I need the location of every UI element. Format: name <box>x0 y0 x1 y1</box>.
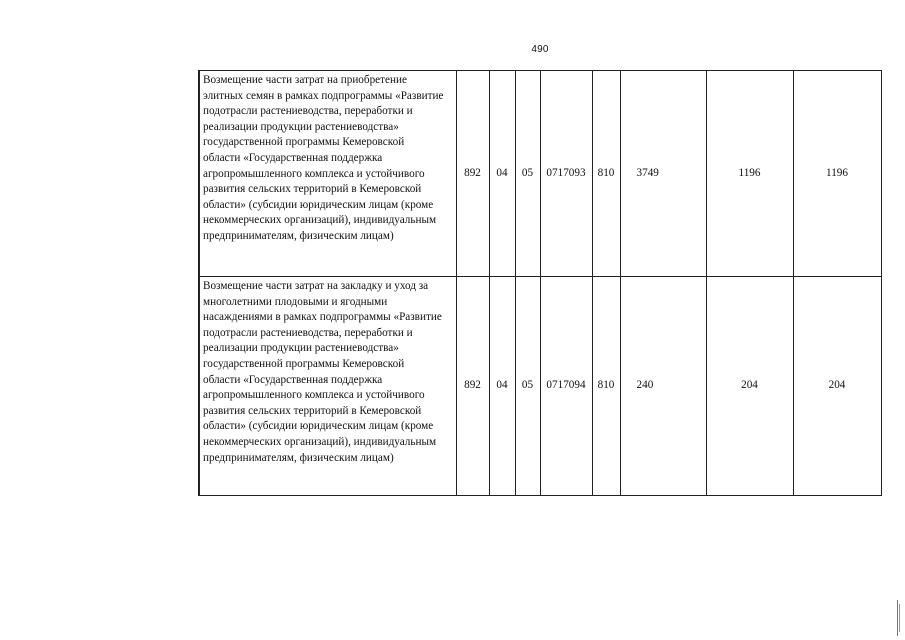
description-line: области» (субсидии юридическим лицам (кроме <box>203 420 434 433</box>
amount-3-cell: 204 <box>793 277 881 496</box>
page-number: 490 <box>531 44 549 55</box>
amount-2-cell: 1196 <box>706 71 793 277</box>
target-article-cell: 0717093 <box>540 71 592 277</box>
description-line: Возмещение части затрат на приобретение <box>203 74 407 86</box>
budget-table <box>198 70 882 496</box>
table-row <box>199 277 881 496</box>
description-line: области «Государственная поддержка <box>203 373 383 386</box>
description-line: области» (субсидии юридическим лицам (кроме <box>203 198 434 211</box>
amount-3-cell: 1196 <box>793 71 881 277</box>
description-line: реализации продукции растениеводства» <box>203 342 399 355</box>
description-line: развития сельских территорий в Кемеровской <box>203 183 422 196</box>
ministry-code-cell: 892 <box>456 277 489 496</box>
description-line: области «Государственная поддержка <box>203 151 383 164</box>
target-article-cell: 0717094 <box>540 277 592 496</box>
section-cell: 04 <box>489 71 515 277</box>
description-line: государственной программы Кемеровской <box>203 136 405 149</box>
subsection-cell: 05 <box>515 277 540 496</box>
expense-description-cell <box>199 71 456 277</box>
ministry-code-cell: 892 <box>456 71 489 277</box>
section-cell: 04 <box>489 277 515 496</box>
subsection-cell: 05 <box>515 71 540 277</box>
table-row <box>199 71 881 277</box>
scan-edge-mark <box>897 600 898 636</box>
description-line: предпринимателям, физическим лицам) <box>203 229 394 242</box>
description-line: государственной программы Кемеровской <box>203 357 405 370</box>
description-line: подотрасли растениеводства, переработки и <box>203 105 413 118</box>
scan-edge-mark <box>899 604 900 632</box>
amount-1-cell: 3749 <box>620 71 706 277</box>
description-line: подотрасли растениеводства, переработки и <box>203 326 413 339</box>
description-line: предпринимателям, физическим лицам) <box>203 451 394 464</box>
description-line: агропромышленного комплекса и устойчивого <box>203 167 425 180</box>
description-line: развития сельских территорий в Кемеровской <box>203 404 422 417</box>
expense-description-cell <box>199 277 456 496</box>
amount-1-cell: 240 <box>620 277 706 496</box>
description-line: некоммерческих организаций), индивидуальным <box>203 214 437 227</box>
description-line: элитных семян в рамках подпрограммы «Развитие <box>203 89 444 102</box>
description-line: насаждениями в рамках подпрограммы «Развитие <box>203 311 442 324</box>
description-line: реализации продукции растениеводства» <box>203 120 399 133</box>
description-line: Возмещение части затрат на закладку и уход за <box>203 280 429 292</box>
expense-type-cell: 810 <box>592 71 620 277</box>
description-line: многолетними плодовыми и ягодными <box>203 295 388 308</box>
amount-2-cell: 204 <box>706 277 793 496</box>
description-line: некоммерческих организаций), индивидуальным <box>203 435 437 448</box>
expense-type-cell: 810 <box>592 277 620 496</box>
description-line: агропромышленного комплекса и устойчивого <box>203 389 425 402</box>
